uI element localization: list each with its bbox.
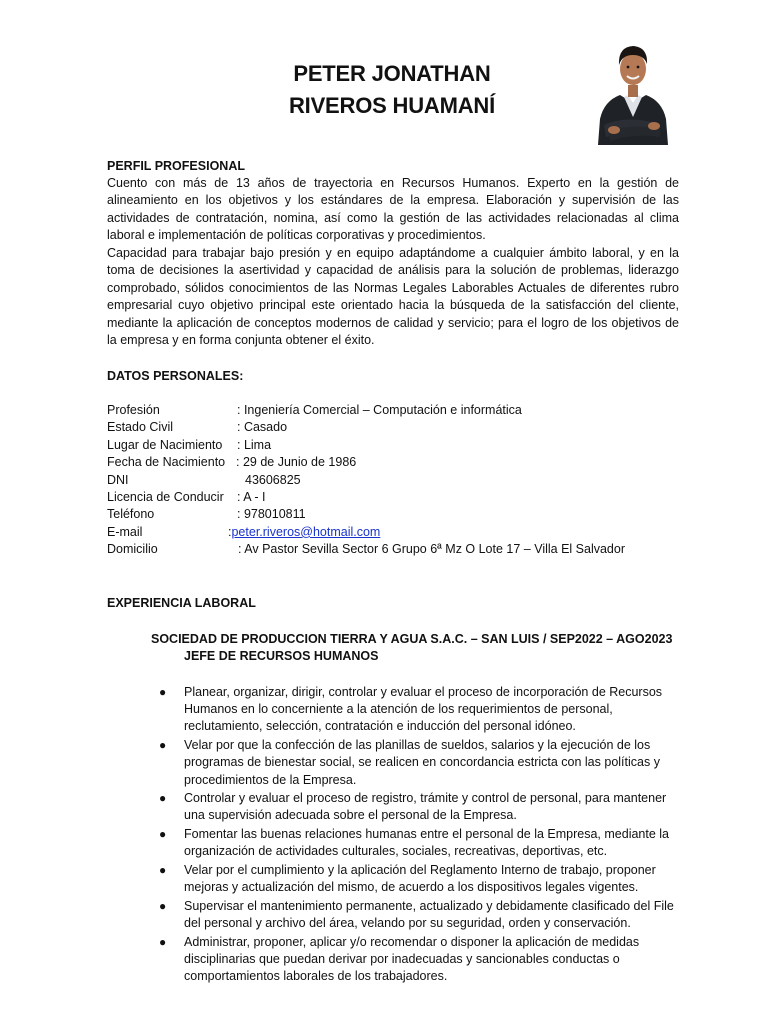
data-value: : A - I xyxy=(237,489,266,504)
bullet-icon: ● xyxy=(159,863,167,878)
data-label: Lugar de Nacimiento xyxy=(107,437,223,452)
data-label: DNI xyxy=(107,472,129,487)
list-item xyxy=(159,790,679,824)
company-line: SOCIEDAD DE PRODUCCION TIERRA Y AGUA S.A.C. – SAN LUIS / SEP2022 – AGO2023 xyxy=(151,632,673,646)
bullet-icon: ● xyxy=(159,934,167,949)
data-value: : Casado xyxy=(237,420,288,435)
job-role: JEFE DE RECURSOS HUMANOS xyxy=(184,649,379,663)
data-label: Licencia de Conducir xyxy=(107,489,224,504)
perfil-title: PERFIL PROFESIONAL xyxy=(107,159,245,173)
data-value: : Ingeniería Comercial – Computación e informática xyxy=(237,403,522,417)
data-value: : 978010811 xyxy=(237,507,306,522)
list-item xyxy=(159,737,679,789)
data-value: : 29 de Junio de 1986 xyxy=(236,455,357,470)
perfil-paragraph-1: Cuento con más de 13 años de trayectoria en Recursos Humanos. Experto en la gestión de alineamiento en los objetivos y los estándares de la empresa. Elaboración y supervisión de las actividades de contratación, nomina, así como la gestión de las actividades relacionadas al clima laboral e implementación de políticas corporativas y procedimientos. xyxy=(107,176,679,243)
duty-text: Velar por que la confección de las planillas de sueldos, salarios y la ejecución de los programas de bienestar social, se realicen en concordancia estricta con las políticas y procedimientos de la Empresa. xyxy=(184,738,660,787)
person-photo-icon xyxy=(594,33,672,145)
bullet-icon: ● xyxy=(159,898,167,913)
perfil-paragraph-2: Capacidad para trabajar bajo presión y en equipo adaptándome a cualquier ámbito laboral, y en la toma de decisiones la asertividad y capacidad de análisis para la solución de problemas, liderazgo comprobado, sólidos conocimientos de las Normas Legales Laborables Actuales de diferentes rubro empresarial cuyo objetivo principal este orientado hacia la búsqueda de la satisfacción del cliente, mediante la aplicación de conceptos modernos de calidad y servicio; para el logro de los objetivos de la empresa y en forma conjunta obtener el éxito. xyxy=(107,246,679,348)
duty-text: Supervisar el mantenimiento permanente, actualizado y debidamente clasificado del File del personal y archivo del área, velando por su seguridad, orden y conservación. xyxy=(184,898,674,931)
profile-photo xyxy=(594,33,672,145)
data-value: : Av Pastor Sevilla Sector 6 Grupo 6ª Mz O Lote 17 – Villa El Salvador xyxy=(238,542,625,557)
name-line-1: PETER JONATHAN xyxy=(293,61,491,86)
duties-list xyxy=(159,684,679,987)
data-value xyxy=(228,524,380,541)
email-prefix: : xyxy=(228,524,232,539)
data-label: Fecha de Nacimiento xyxy=(107,455,226,470)
email-link[interactable]: peter.riveros@hotmail.com xyxy=(231,524,381,539)
list-item xyxy=(159,898,679,932)
data-label: Teléfono xyxy=(107,507,155,522)
data-label: E-mail xyxy=(107,524,143,539)
duty-text: Velar por el cumplimiento y la aplicación del Reglamento Interno de trabajo, proponer mejoras y actualización del mismo, de acuerdo a los dispositivos legales vigentes. xyxy=(184,863,656,895)
data-label: Estado Civil xyxy=(107,420,173,435)
data-label: Profesión xyxy=(107,403,160,417)
duty-text: Fomentar las buenas relaciones humanas entre el personal de la Empresa, mediante la organización de actividades culturales, sociales, recreativas, deportivas, etc. xyxy=(184,827,669,859)
list-item xyxy=(159,684,679,736)
data-label: Domicilio xyxy=(107,542,158,557)
datos-title: DATOS PERSONALES: xyxy=(107,369,244,383)
list-item xyxy=(159,826,679,860)
job-header xyxy=(151,631,672,665)
data-value: : Lima xyxy=(237,437,272,452)
list-item xyxy=(159,934,679,986)
bullet-icon: ● xyxy=(159,738,167,753)
name-line-2: RIVEROS HUAMANÍ xyxy=(288,93,495,118)
duty-text: Controlar y evaluar el proceso de registro, trámite y control de personal, para mantener una supervisión adecuada sobre el personal de la Empresa. xyxy=(184,791,667,823)
bullet-icon: ● xyxy=(159,827,167,842)
experiencia-title: EXPERIENCIA LABORAL xyxy=(107,596,256,610)
bullet-icon: ● xyxy=(159,791,167,806)
duty-text: Planear, organizar, dirigir, controlar y evaluar el proceso de incorporación de Recursos Humanos en lo concerniente a la atención de los requerimientos de personal, reclutamiento, selección, contratación e inducción del personal idóneo. xyxy=(184,685,663,734)
candidate-name xyxy=(200,58,584,122)
duty-text: Administrar, proponer, aplicar y/o recomendar o disponer la aplicación de medidas disciplinarias que puedan derivar por inadecuadas y sancionables conductas o comportamientos laborales de los trabajadores. xyxy=(184,934,640,984)
bullet-icon: ● xyxy=(159,685,167,699)
list-item xyxy=(159,862,679,896)
data-value: 43606825 xyxy=(245,472,301,487)
